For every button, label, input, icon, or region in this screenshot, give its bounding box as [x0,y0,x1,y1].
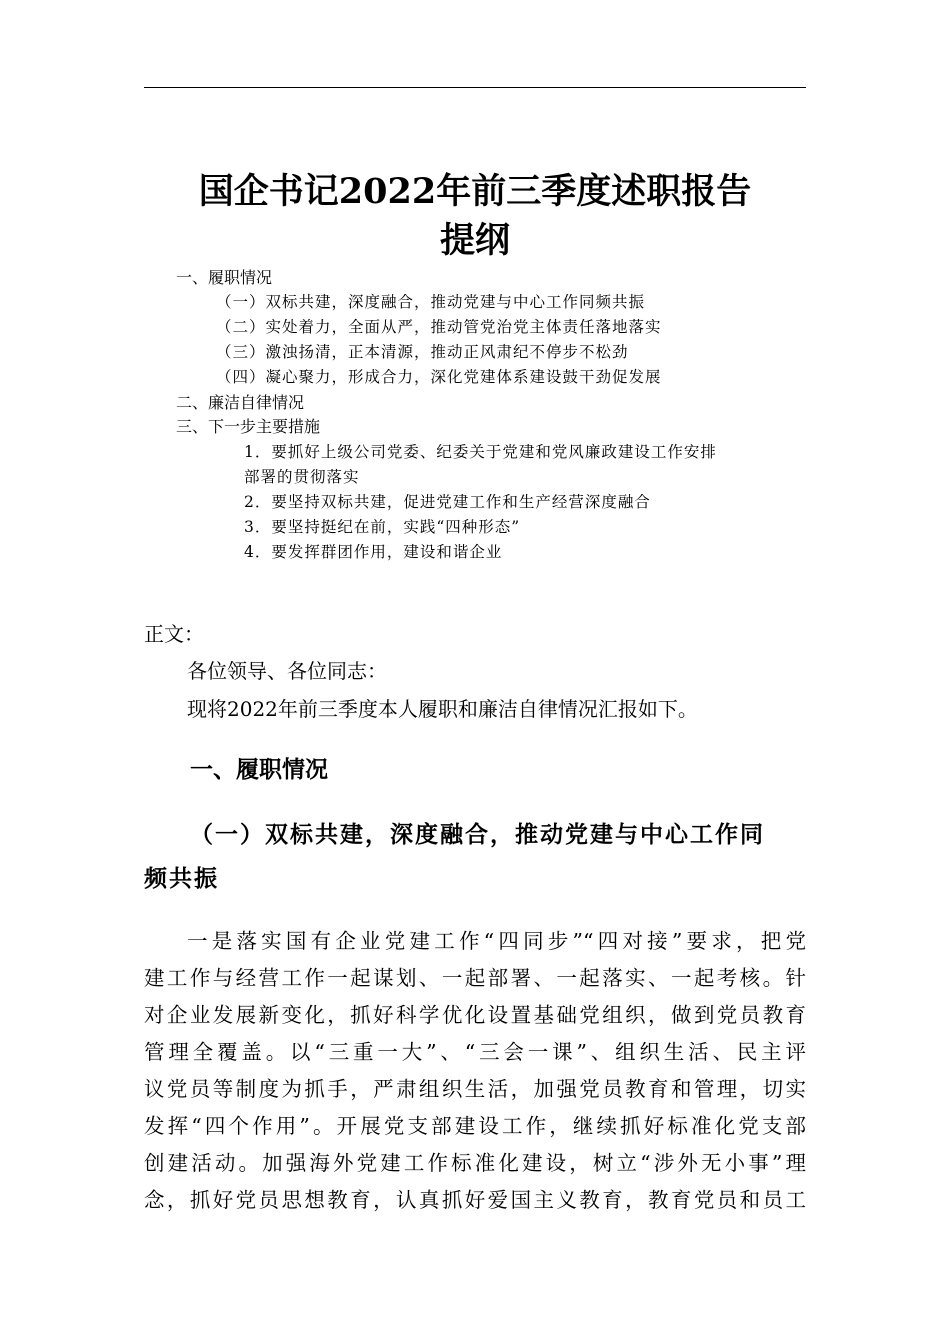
paragraph-line: 议党员等制度为抓手，严肃组织生活，加强党员教育和管理，切实 [144,1077,806,1101]
paragraph-line: 发挥“四个作用”。开展党支部建设工作，继续抓好标准化党支部 [144,1114,806,1138]
outline-item: （二）实处着力，全面从严，推动管党治党主体责任落地落实 [216,318,662,336]
subsection-heading-line2: 频共振 [144,865,219,892]
section-heading: 一、履职情况 [190,757,328,783]
paragraph-line: 念，抓好党员思想教育，认真抓好爱国主义教育，教育党员和员工 [144,1188,806,1212]
outline-section-3: 三、下一步主要措施 [176,417,321,436]
header-rule [144,87,806,88]
outline-item-continuation: 部署的贯彻落实 [244,468,360,486]
paragraph-line: 建工作与经营工作一起谋划、一起部署、一起落实、一起考核。针 [144,966,806,990]
body-label: 正文： [144,622,204,646]
document-title: 国企书记2022年前三季度述职报告 [198,171,752,212]
paragraph-line: 创建活动。加强海外党建工作标准化建设，树立“涉外无小事”理 [144,1151,806,1175]
outline-item: （一）双标共建，深度融合，推动党建与中心工作同频共振 [216,293,646,311]
subsection-heading: （一）双标共建，深度融合，推动党建与中心工作同 [190,821,765,848]
greeting: 各位领导、各位同志： [187,659,387,683]
outline-item: 2．要坚持双标共建，促进党建工作和生产经营深度融合 [244,493,651,511]
outline-item: 3．要坚持挺纪在前，实践“四种形态” [244,518,521,536]
paragraph-line: 一是落实国有企业党建工作“四同步”“四对接”要求，把党 [187,929,806,953]
paragraph-line: 对企业发展新变化，抓好科学优化设置基础党组织，做到党员教育 [144,1003,806,1027]
outline-item: （四）凝心聚力，形成合力，深化党建体系建设鼓干劲促发展 [216,368,662,386]
outline-item: 4．要发挥群团作用，建设和谐企业 [244,543,503,561]
paragraph-line: 管理全覆盖。以“三重一大”、“三会一课”、组织生活、民主评 [144,1040,806,1064]
intro-text: 现将2022年前三季度本人履职和廉洁自律情况汇报如下。 [187,697,698,721]
outline-section-1: 一、履职情况 [176,268,273,287]
outline-section-2: 二、廉洁自律情况 [176,393,305,412]
outline-item: （三）激浊扬清，正本清源，推动正风肃纪不停步不松劲 [216,343,629,361]
document-title-line2: 提纲 [439,220,510,261]
outline-item: 1．要抓好上级公司党委、纪委关于党建和党风廉政建设工作安排 [244,443,717,461]
